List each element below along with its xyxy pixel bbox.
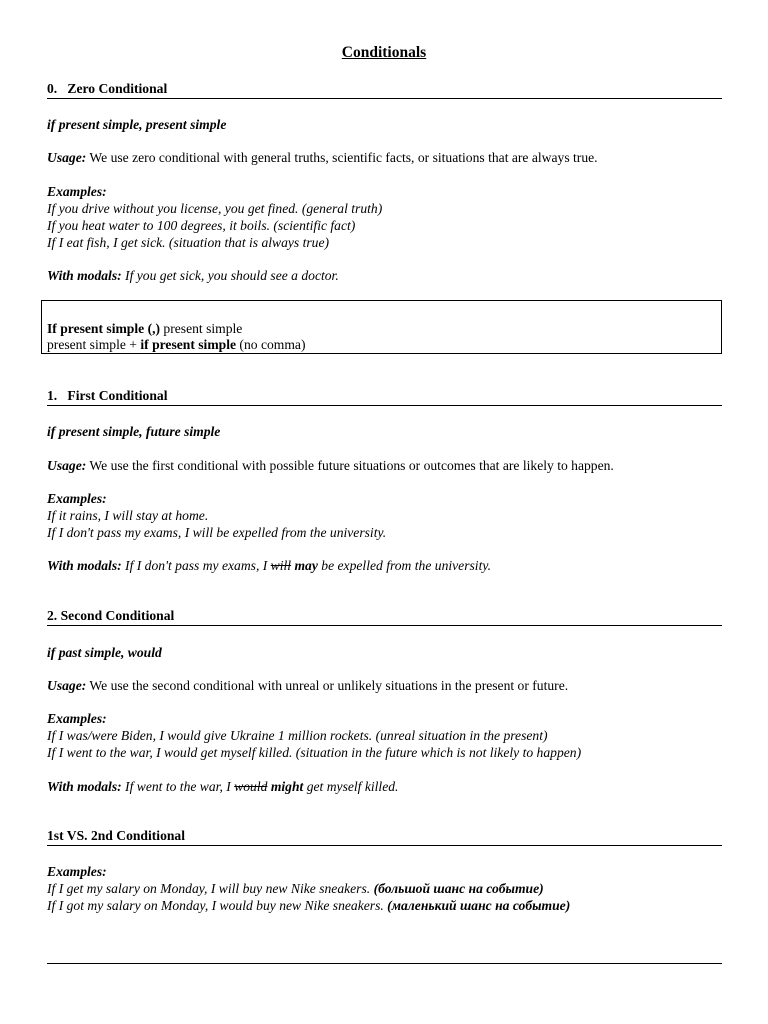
first-modals [47,557,491,574]
modals-pre: If I don't pass my exams, I [121,558,271,573]
heading-text: First Conditional [67,388,168,403]
section-heading-first [47,387,722,406]
second-modals [47,778,398,795]
first-formula: if present simple, future simple [47,424,221,439]
modals-label: With modals: [47,558,122,573]
usage-text: We use zero conditional with general truths, scientific facts, or situations that are always true. [86,150,598,165]
modals-post: get myself killed. [303,779,399,794]
example-text: If I got my salary on Monday, I would buy new Nike sneakers. [47,898,388,913]
rule-box-line-1 [47,320,242,337]
heading-number: 1. [47,388,58,403]
second-usage [47,677,568,694]
rule-box-line-1-bold: If present simple (,) [47,321,161,336]
usage-text: We use the second conditional with unreal or unlikely situations in the present or future. [86,678,569,693]
zero-example-2: If you heat water to 100 degrees, it boils. (scientific fact) [47,218,356,233]
versus-example-2 [47,897,570,914]
heading-text: Zero Conditional [67,81,168,96]
heading-number: 0. [47,81,58,96]
second-examples-label: Examples: [47,711,107,726]
usage-label: Usage: [47,458,87,473]
modals-pre: If went to the war, I [121,779,235,794]
modals-bold: might [267,779,304,794]
zero-examples-label: Examples: [47,184,107,199]
modals-bold: may [291,558,318,573]
usage-label: Usage: [47,678,87,693]
modals-text: If you get sick, you should see a doctor. [121,268,339,283]
section-heading-second: 2. Second Conditional [47,607,722,626]
modals-label: With modals: [47,268,122,283]
rule-box-line-1-rest: present simple [160,321,243,336]
versus-example-1 [47,880,544,897]
section-heading-zero [47,80,722,99]
zero-example-3: If I eat fish, I get sick. (situation that is always true) [47,235,330,250]
rule-box-line-2-start: present simple + [47,337,141,352]
rule-box-line-2-bold: if present simple [140,337,237,352]
usage-label: Usage: [47,150,87,165]
modals-struck: would [234,779,268,794]
document-title: Conditionals [341,44,427,61]
second-formula: if past simple, would [47,645,162,660]
modals-label: With modals: [47,779,122,794]
modals-struck: will [270,558,292,573]
rule-box [41,300,722,354]
first-examples-label: Examples: [47,491,107,506]
zero-usage [47,149,598,166]
usage-text: We use the first conditional with possible future situations or outcomes that are likely to happen. [86,458,614,473]
rule-box-line-2-end: (no comma) [236,337,306,352]
rule-box-line-2 [47,336,306,353]
zero-example-1: If you drive without you license, you get fined. (general truth) [47,201,383,216]
example-note: (маленький шанс на событие) [387,898,571,913]
bottom-divider [47,963,722,964]
second-example-1: If I was/were Biden, I would give Ukraine 1 million rockets. (unreal situation in the present) [47,728,548,743]
modals-post: be expelled from the university. [317,558,492,573]
second-example-2: If I went to the war, I would get myself killed. (situation in the future which is not likely to happen) [47,745,582,760]
first-example-2: If I don't pass my exams, I will be expelled from the university. [47,525,387,540]
example-note: (большой шанс на событие) [373,881,544,896]
zero-formula: if present simple, present simple [47,117,227,132]
zero-modals [47,267,339,284]
first-usage [47,457,614,474]
example-text: If I get my salary on Monday, I will buy new Nike sneakers. [47,881,374,896]
section-heading-versus: 1st VS. 2nd Conditional [47,827,722,846]
first-example-1: If it rains, I will stay at home. [47,508,209,523]
versus-examples-label: Examples: [47,864,107,879]
